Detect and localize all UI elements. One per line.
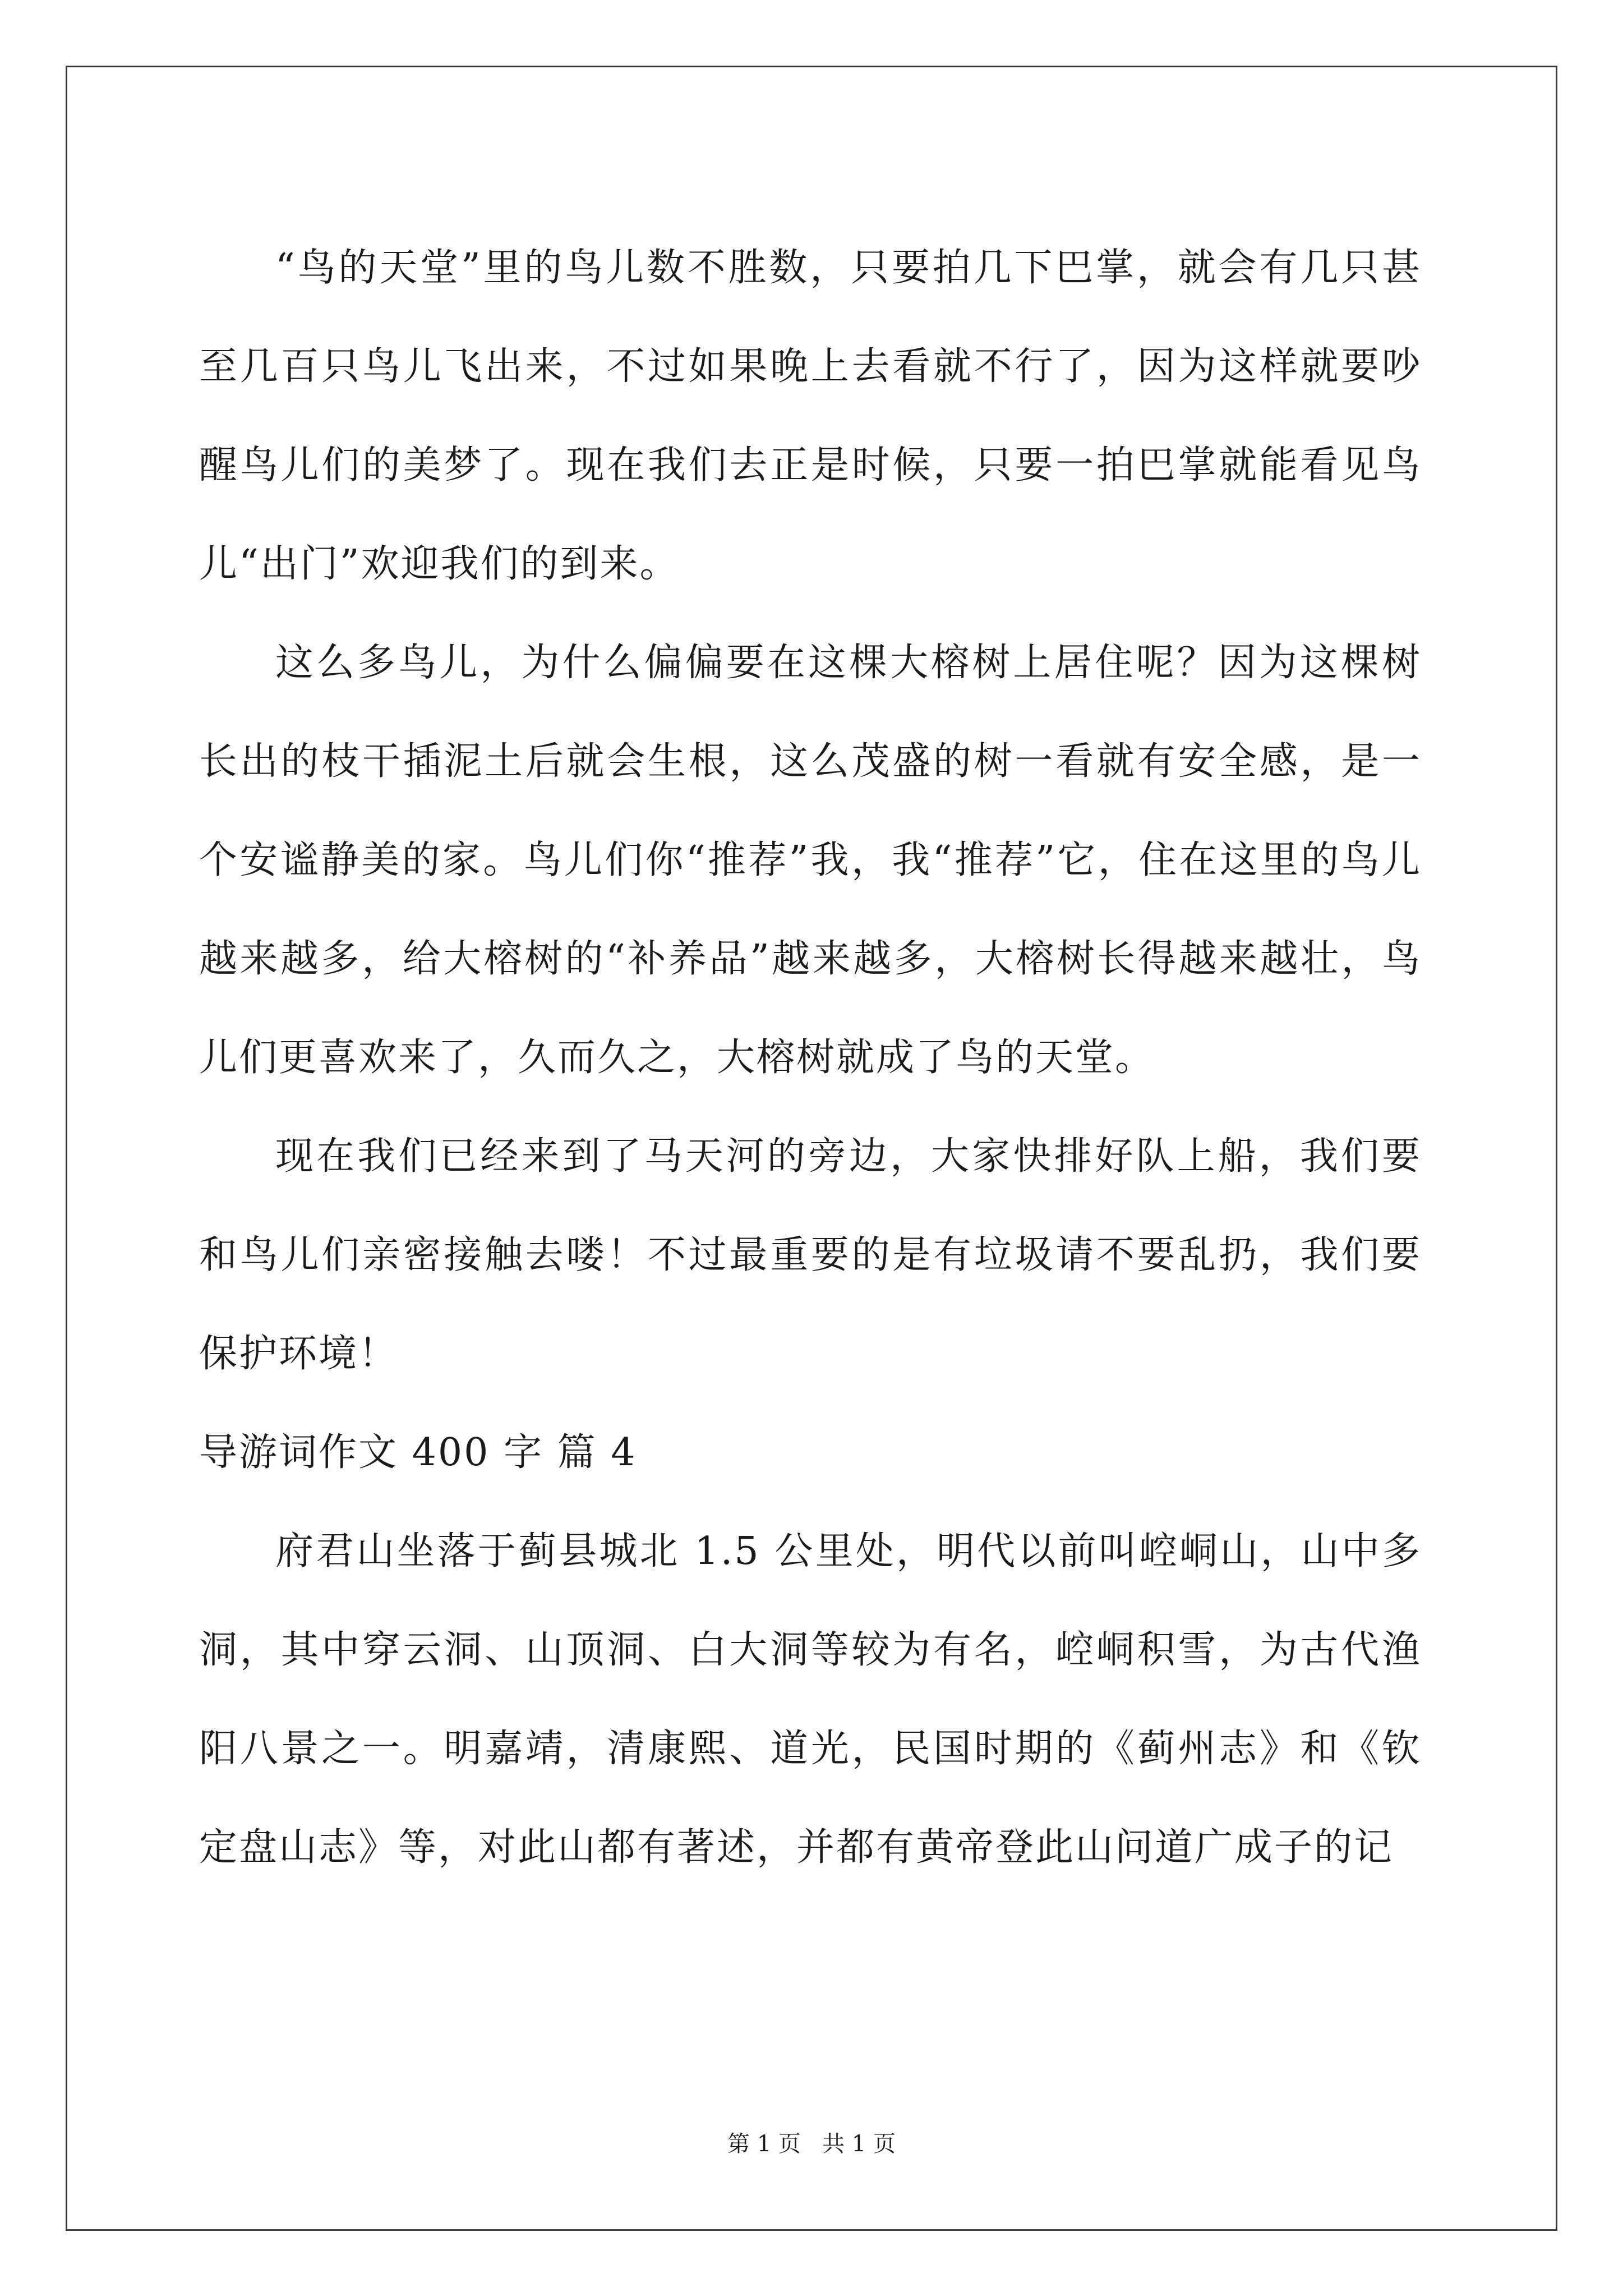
page-footer: 第 1 页 共 1 页 [727,2131,896,2157]
paragraph-4: 府君山坐落于蓟县城北 1.5 公里处，明代以前叫崆峒山，山中多洞，其中穿云洞、山顶洞、白大洞等较为有名，崆峒积雪，为古代渔阳八景之一。明嘉靖，清康熙、道光，民国时期的《蓟州志》和《钦定盘山志》等，对此山都有著述，并都有黄帝登此山问道广成子的记 [199,1529,1422,1870]
paragraph-2: 这么多鸟儿，为什么偏偏要在这棵大榕树上居住呢？因为这棵树长出的枝干插泥土后就会生根，这么茂盛的树一看就有安全感，是一个安谧静美的家。鸟儿们你“推荐”我，我“推荐”它，住在这里的鸟儿越来越多，给大榕树的“补养品”越来越多，大榕树长得越来越壮，鸟儿们更喜欢来了，久而久之，大榕树就成了鸟的天堂。 [199,641,1422,1080]
section-heading: 导游词作文 400 字 篇 4 [199,1430,637,1475]
document-body [199,219,1422,1897]
paragraph-3: 现在我们已经来到了马天河的旁边，大家快排好队上船，我们要和鸟儿们亲密接触去喽！不过最重要的是有垃圾请不要乱扔，我们要保护环境！ [199,1134,1422,1376]
paragraph-1: “鸟的天堂”里的鸟儿数不胜数，只要拍几下巴掌，就会有几只甚至几百只鸟儿飞出来，不过如果晚上去看就不行了，因为这样就要吵醒鸟儿们的美梦了。现在我们去正是时候，只要一拍巴掌就能看见鸟儿“出门”欢迎我们的到来。 [199,246,1422,586]
